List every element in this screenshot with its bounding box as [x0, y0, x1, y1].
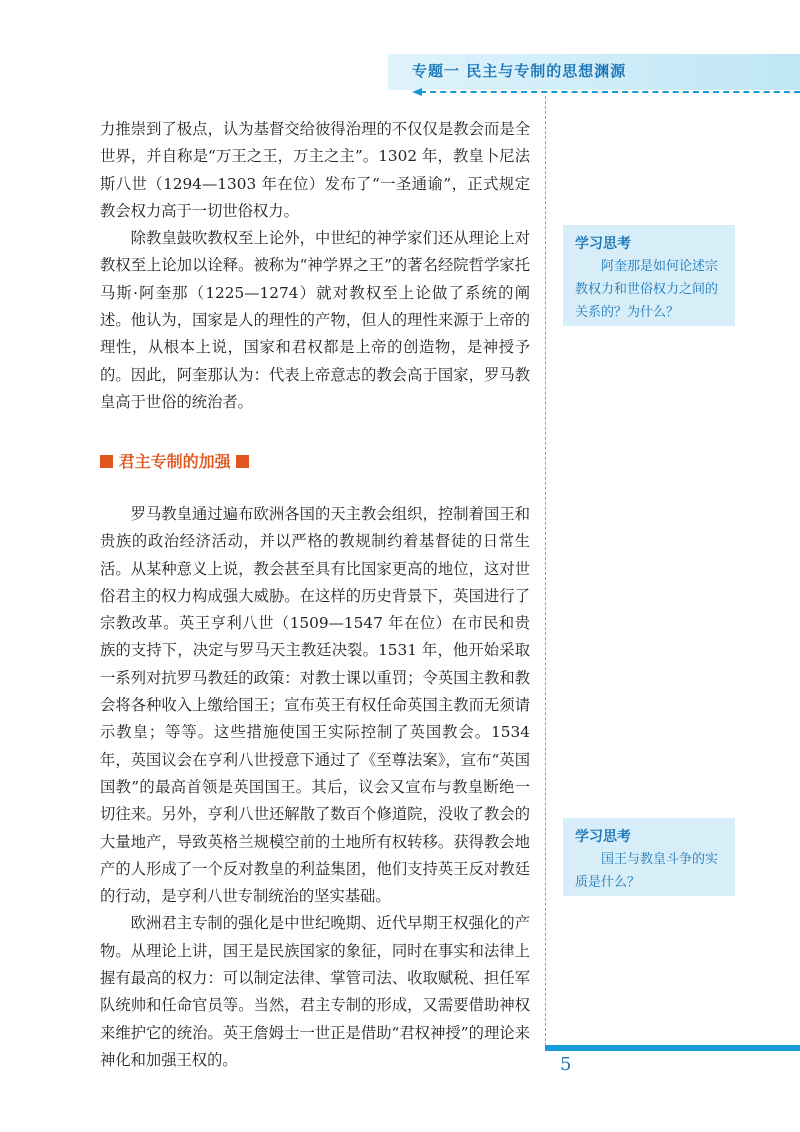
paragraph: 力推崇到了极点，认为基督交给彼得治理的不仅仅是教会而是全世界，并自称是“万王之王，万主之主”。1302 年，教皇卜尼法斯八世（1294—1303 年在位）发布了“一圣通谕”，正式规定教会权力高于一切世俗权力。: [100, 120, 530, 220]
paragraph: 除教皇鼓吹教权至上论外，中世纪的神学家们还从理论上对教权至上论加以诠释。被称为“神学界之王”的著名经院哲学家托马斯·阿奎那（1225—1274）就对教权至上论做了系统的阐述。他认为，国家是人的理性的产物，但人的理性来源于上帝的理性，从根本上说，国家和君权都是上帝的创造物，是神授予的。因此，阿奎那认为：代表上帝意志的教会高于国家，罗马教皇高于世俗的统治者。: [100, 229, 530, 411]
chapter-title: 专题一 民主与专制的思想渊源: [412, 62, 627, 80]
paragraph: 罗马教皇通过遍布欧洲各国的天主教会组织，控制着国王和贵族的政治经济活动，并以严格的教规制约着基督徒的日常生活。从某种意义上说，教会甚至具有比国家更高的地位，这对世俗君主的权力构成强大威胁。在这样的历史背景下，英国进行了宗教改革。英王亨利八世（1509—1547 年在位）在市民和贵族的支持下，决定与罗马天主教廷决裂。1531 年，他开始采取一系列对抗罗马教廷的政策：对教士课以重罚；令英国主教和教会将各种收入上缴给国王；宣布英王有权任命英国主教而无须请示教皇；等等。这些措施使国王实际控制了英国教会。1534 年，英国议会在亨利八世授意下通过了《至尊法案》，宣布“英国国教”的最高首领是英国国王。其后，议会又宣布与教皇断绝一切往来。另外，亨利八世还解散了数百个修道院，没收了教会的大量地产，导致英格兰规模空前的土地所有权转移。获得教会地产的人形成了一个反对教皇的利益集团，他们支持英王反对教廷的行动，是亨利八世专制统治的坚实基础。: [100, 505, 530, 906]
section-heading-text: 君主专制的加强: [118, 452, 231, 471]
body-text-bottom: [100, 501, 530, 1074]
page-number: 5: [560, 1054, 572, 1075]
study-question-box: [563, 818, 735, 896]
study-question-text: 国王与教皇斗争的实质是什么？: [575, 852, 719, 890]
column-divider: [545, 96, 546, 1046]
body-text-top: [100, 116, 530, 416]
square-bullet-icon: [236, 455, 249, 468]
header-dashed-line: [420, 91, 800, 93]
footer-bar: [545, 1045, 800, 1051]
study-question-title: 学习思考: [575, 829, 631, 845]
study-question-box: [563, 225, 735, 326]
paragraph: 欧洲君主专制的强化是中世纪晚期、近代早期王权强化的产物。从理论上讲，国王是民族国家的象征，同时在事实和法律上握有最高的权力：可以制定法律、掌管司法、收取赋税、担任军队统帅和任命官员等。当然，君主专制的形成，又需要借助神权来维护它的统治。英王詹姆士一世正是借助“君权神授”的理论来神化和加强王权的。: [100, 914, 530, 1069]
study-question-title: 学习思考: [575, 236, 631, 252]
square-bullet-icon: [100, 455, 113, 468]
study-question-text: 阿奎那是如何论述宗教权力和世俗权力之间的关系的？为什么？: [575, 259, 719, 320]
section-heading: [100, 449, 249, 472]
